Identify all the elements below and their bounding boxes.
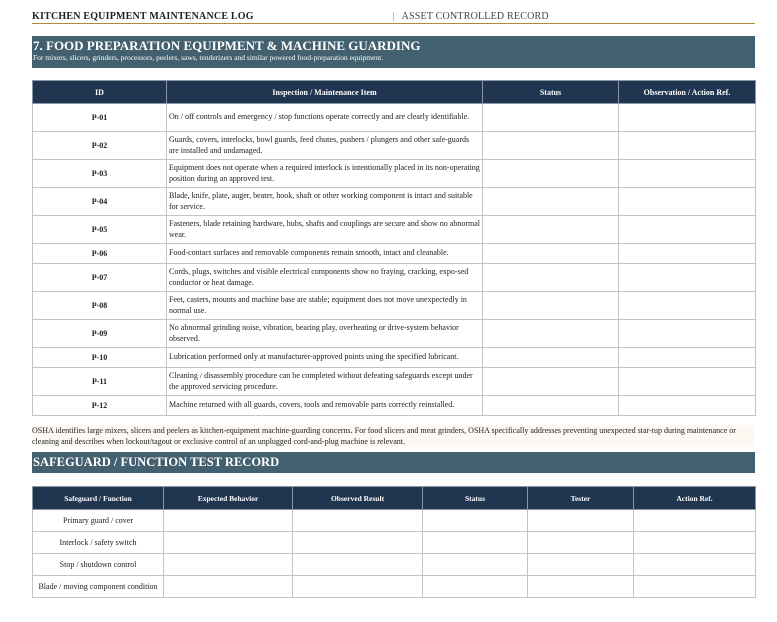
col-action-ref: Action Ref.	[634, 487, 756, 510]
expected-cell[interactable]	[164, 510, 293, 532]
tester-cell[interactable]	[528, 532, 634, 554]
safeguard-banner	[32, 452, 755, 473]
col-id: ID	[33, 81, 167, 104]
status-cell[interactable]	[423, 532, 528, 554]
observation-cell[interactable]	[619, 396, 756, 416]
status-cell[interactable]	[483, 216, 619, 244]
inspection-header-row	[33, 81, 756, 104]
status-cell[interactable]	[423, 510, 528, 532]
row-id: P-07	[33, 264, 167, 292]
safeguard-title: SAFEGUARD / FUNCTION TEST RECORD	[33, 455, 280, 469]
row-id: P-06	[33, 244, 167, 264]
safeguard-label: Stop / shutdown control	[33, 554, 164, 576]
row-id: P-03	[33, 160, 167, 188]
status-cell[interactable]	[483, 264, 619, 292]
row-item: No abnormal grinding noise, vibration, bearing play, overheating or drive-system behavior observed.	[167, 320, 483, 348]
expected-cell[interactable]	[164, 554, 293, 576]
col-item: Inspection / Maintenance Item	[167, 81, 483, 104]
observed-cell[interactable]	[293, 554, 423, 576]
status-cell[interactable]	[483, 320, 619, 348]
osha-note: OSHA identifies large mixers, slicers and peelers as kitchen-equipment machine-guarding concerns. For food slicers and meat grinders, OSHA specifically addresses preventing unexpected star-tup during maintenance or cleaning and describes when lockout/tagout or exclusive control of an unplugged cord-and-plug machine is relevant.	[32, 425, 755, 447]
observation-cell[interactable]	[619, 244, 756, 264]
table-row	[33, 216, 756, 244]
table-row	[33, 132, 756, 160]
status-cell[interactable]	[483, 104, 619, 132]
row-item: Lubrication performed only at manufacturer-approved points using the specified lubricant.	[167, 348, 483, 368]
row-item: Food-contact surfaces and removable components remain smooth, intact and cleanable.	[167, 244, 483, 264]
table-row	[33, 348, 756, 368]
table-row	[33, 532, 756, 554]
section-7-title: 7. FOOD PREPARATION EQUIPMENT & MACHINE GUARDING	[33, 38, 421, 53]
section-7-banner	[32, 36, 755, 68]
row-item: Machine returned with all guards, covers, tools and removable parts correctly reinstalled.	[167, 396, 483, 416]
action-ref-cell[interactable]	[634, 554, 756, 576]
inspection-table	[32, 80, 756, 416]
safeguard-label: Interlock / safety switch	[33, 532, 164, 554]
col-expected: Expected Behavior	[164, 487, 293, 510]
observation-cell[interactable]	[619, 348, 756, 368]
status-cell[interactable]	[483, 368, 619, 396]
row-id: P-05	[33, 216, 167, 244]
log-title: KITCHEN EQUIPMENT MAINTENANCE LOG	[32, 10, 254, 22]
table-row	[33, 320, 756, 348]
row-item: Blade, knife, plate, auger, beater, hook, shaft or other working component is intact and suitable for service.	[167, 188, 483, 216]
table-row	[33, 104, 756, 132]
table-row	[33, 188, 756, 216]
status-cell[interactable]	[423, 576, 528, 598]
status-cell[interactable]	[483, 160, 619, 188]
observed-cell[interactable]	[293, 510, 423, 532]
expected-cell[interactable]	[164, 576, 293, 598]
safeguard-header-row	[33, 487, 756, 510]
col-observation: Observation / Action Ref.	[619, 81, 756, 104]
row-id: P-09	[33, 320, 167, 348]
status-cell[interactable]	[483, 292, 619, 320]
action-ref-cell[interactable]	[634, 510, 756, 532]
row-item: Fasteners, blade retaining hardware, hubs, shafts and couplings are secure and show no abnormal wear.	[167, 216, 483, 244]
section-7-subtitle: For mixers, slicers, grinders, processors, peelers, saws, tenderizers and similar powered food-preparation equipment.	[33, 53, 384, 62]
action-ref-cell[interactable]	[634, 532, 756, 554]
status-cell[interactable]	[483, 244, 619, 264]
row-item: Feet, casters, mounts and machine base are stable; equipment does not move unexpectedly in normal use.	[167, 292, 483, 320]
row-id: P-08	[33, 292, 167, 320]
header-separator: |	[392, 10, 395, 22]
observed-cell[interactable]	[293, 532, 423, 554]
observed-cell[interactable]	[293, 576, 423, 598]
tester-cell[interactable]	[528, 554, 634, 576]
observation-cell[interactable]	[619, 320, 756, 348]
row-id: P-04	[33, 188, 167, 216]
table-row	[33, 292, 756, 320]
document-header	[32, 9, 755, 24]
status-cell[interactable]	[483, 348, 619, 368]
col-status: Status	[423, 487, 528, 510]
row-id: P-11	[33, 368, 167, 396]
row-item: Cleaning / disassembly procedure can be completed without defeating safeguards except under the approved servicing procedure.	[167, 368, 483, 396]
status-cell[interactable]	[483, 188, 619, 216]
row-id: P-10	[33, 348, 167, 368]
table-row	[33, 396, 756, 416]
tester-cell[interactable]	[528, 576, 634, 598]
safeguard-test-table	[32, 486, 756, 598]
observation-cell[interactable]	[619, 216, 756, 244]
observation-cell[interactable]	[619, 264, 756, 292]
col-status: Status	[483, 81, 619, 104]
observation-cell[interactable]	[619, 132, 756, 160]
observation-cell[interactable]	[619, 160, 756, 188]
table-row	[33, 160, 756, 188]
table-row	[33, 244, 756, 264]
table-row	[33, 510, 756, 532]
observation-cell[interactable]	[619, 104, 756, 132]
col-safeguard: Safeguard / Function	[33, 487, 164, 510]
table-row	[33, 264, 756, 292]
log-subtitle: ASSET CONTROLLED RECORD	[401, 10, 549, 22]
row-id: P-02	[33, 132, 167, 160]
row-id: P-12	[33, 396, 167, 416]
status-cell[interactable]	[423, 554, 528, 576]
safeguard-label: Primary guard / cover	[33, 510, 164, 532]
observation-cell[interactable]	[619, 188, 756, 216]
observation-cell[interactable]	[619, 368, 756, 396]
row-item: Cords, plugs, switches and visible electrical components show no fraying, cracking, expo-sed conductor or heat damage.	[167, 264, 483, 292]
col-observed: Observed Result	[293, 487, 423, 510]
row-item: Equipment does not operate when a required interlock is intentionally placed in its non-operating position during an approved test.	[167, 160, 483, 188]
action-ref-cell[interactable]	[634, 576, 756, 598]
expected-cell[interactable]	[164, 532, 293, 554]
observation-cell[interactable]	[619, 292, 756, 320]
row-id: P-01	[33, 104, 167, 132]
status-cell[interactable]	[483, 132, 619, 160]
tester-cell[interactable]	[528, 510, 634, 532]
col-tester: Tester	[528, 487, 634, 510]
row-item: Guards, covers, interlocks, bowl guards, feed chutes, pushers / plungers and other safe-guards are installed and undamaged.	[167, 132, 483, 160]
status-cell[interactable]	[483, 396, 619, 416]
table-row	[33, 368, 756, 396]
table-row	[33, 554, 756, 576]
safeguard-label: Blade / moving component condition	[33, 576, 164, 598]
row-item: On / off controls and emergency / stop functions operate correctly and are clearly identifiable.	[167, 104, 483, 132]
table-row	[33, 576, 756, 598]
